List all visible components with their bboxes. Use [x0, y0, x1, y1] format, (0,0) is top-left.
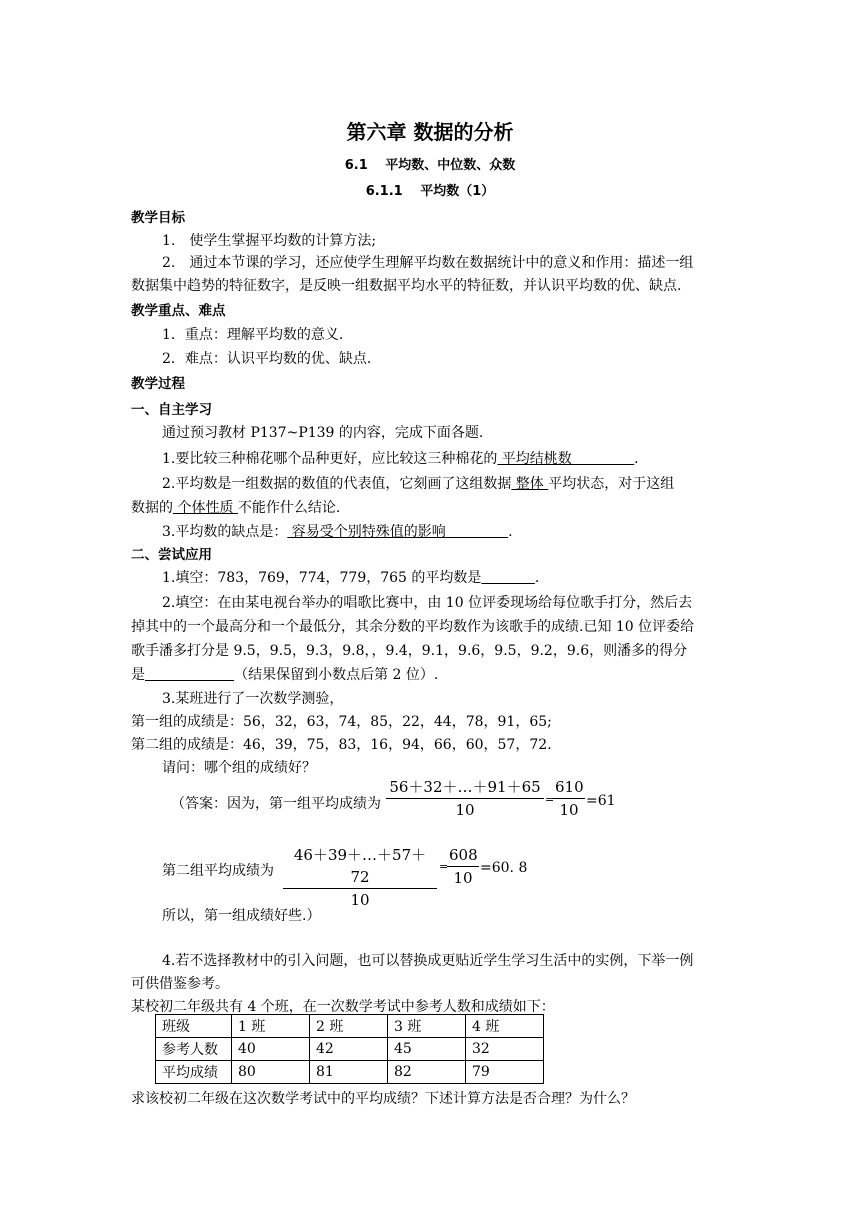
- task-1-blank: [481, 570, 534, 586]
- task-2-line-4-text: 是: [131, 667, 145, 683]
- answer-2-text: 第二组平均成绩为: [162, 863, 274, 879]
- task-3-group-1: 第一组的成绩是：56，32，63，74，85，22，44，78，91，65;: [131, 714, 552, 730]
- question-2-mid: 平均状态，对于这组: [548, 476, 675, 492]
- table-cell: 1 班: [232, 1015, 310, 1038]
- question-1-end: .: [634, 451, 639, 467]
- table-cell: 80: [232, 1061, 310, 1084]
- table-cell: 平均成绩: [156, 1061, 232, 1084]
- table-cell: 81: [310, 1061, 388, 1084]
- answer-1-numerator: 56＋32＋…＋91＋65: [386, 776, 544, 799]
- goal-1: 1. 使学生掌握平均数的计算方法;: [162, 233, 377, 249]
- table-cell: 40: [232, 1038, 310, 1061]
- answer-2-denominator-2: 10: [453, 869, 473, 887]
- answer-1-result: =61: [586, 793, 616, 809]
- answer-1-equals: =: [545, 793, 555, 806]
- table-cell: 3 班: [388, 1015, 466, 1038]
- question-2-end: 不能作什么结论.: [237, 500, 341, 516]
- section-title: 6.1 平均数、中位数、众数: [344, 158, 516, 173]
- key-point-1: 1．重点：理解平均数的意义.: [162, 327, 344, 343]
- answer-2-numerator-2: 608: [447, 844, 479, 867]
- question-3-text: 3.平均数的缺点是：: [162, 524, 288, 540]
- key-point-2: 2．难点：认识平均数的优、缺点.: [162, 351, 372, 367]
- table-cell: 79: [466, 1061, 544, 1084]
- task-4-line-3: 某校初二年级共有 4 个班，在一次数学考试中参考人数和成绩如下：: [131, 999, 555, 1015]
- task-2-end: （结果保留到小数点后第 2 位）.: [234, 667, 439, 683]
- task-2-blank: [145, 667, 234, 683]
- conclusion: 所以，第一组成绩好些.）: [162, 908, 321, 924]
- task-1-end: .: [534, 570, 540, 586]
- table-row: [156, 1061, 544, 1084]
- question-1-text: 1.要比较三种棉花哪个品种更好，应比较这三种棉花的: [162, 451, 498, 467]
- table-cell: 45: [388, 1038, 466, 1061]
- table-row: [156, 1015, 544, 1038]
- answer-1-fraction-2: [553, 776, 585, 821]
- answer-2-fraction: [283, 844, 437, 911]
- answer-2-numerator: 46＋39＋…＋57＋72: [283, 844, 437, 889]
- part-1-heading: 一、自主学习: [131, 402, 212, 418]
- task-2-line-3: 歌手潘多打分是 9.5，9.5，9.3，9.8，，9.4，9.1，9.6，9.5，9.2，9.6，则潘多的得分: [131, 643, 688, 659]
- goal-2-line-2: 数据集中趋势的特征数字，是反映一组数据平均水平的特征数，并认识平均数的优、缺点.: [131, 278, 682, 294]
- task-2-line-2: 掉其中的一个最高分和一个最低分，其余分数的平均数作为该歌手的成绩.已知 10 位评委给: [131, 619, 695, 635]
- answer-2-result: =60. 8: [480, 860, 528, 876]
- key-points-heading: 教学重点、难点: [131, 303, 226, 319]
- question-2-line-1: [162, 473, 674, 493]
- answer-1-denominator-2: 10: [559, 801, 579, 819]
- task-3-group-2: 第二组的成绩是：46，39，75，83，16，94，66，60，57，72.: [131, 737, 552, 753]
- goals-heading: 教学目标: [131, 210, 185, 226]
- table-cell: 班级: [156, 1015, 232, 1038]
- task-2-line-1: 2.填空：在由某电视台举办的唱歌比赛中，由 10 位评委现场给每位歌手打分，然后去: [162, 595, 693, 611]
- table-cell: 2 班: [310, 1015, 388, 1038]
- question-2-answer-2: 个体性质: [173, 500, 238, 516]
- question-2-line-2: [131, 497, 340, 517]
- task-4-line-2: 可供借鉴参考。: [131, 976, 229, 992]
- table-cell: 4 班: [466, 1015, 544, 1038]
- question-2-text: 2.平均数是一组数据的数值的代表值，它刻画了这组数据: [162, 476, 512, 492]
- question-3-answer: 容易受个别特殊值的影响: [287, 524, 446, 540]
- process-heading: 教学过程: [131, 376, 185, 392]
- subsection-title: 6.1.1 平均数（1）: [365, 184, 495, 199]
- table-cell: 42: [310, 1038, 388, 1061]
- goal-2-line-1: 2. 通过本节课的学习，还应使学生理解平均数在数据统计中的意义和作用：描述一组: [162, 255, 694, 271]
- blank: [446, 524, 508, 540]
- answer-1-numerator-2: 610: [553, 776, 585, 799]
- task-4-line-1: 4.若不选择教材中的引入问题，也可以替换成更贴近学生学习生活中的实例，下举一例: [162, 953, 694, 969]
- task-2-line-4: [131, 664, 438, 684]
- answer-2-fraction-2: [447, 844, 479, 889]
- preview-instruction: 通过预习教材 P137~P139 的内容，完成下面各题.: [162, 425, 484, 441]
- blank: [572, 451, 634, 467]
- question-2-answer-1: 整体: [511, 476, 549, 492]
- task-3: 3.某班进行了一次数学测验，: [162, 691, 344, 707]
- answer-1-fraction: [386, 776, 544, 821]
- answer-1-text: （答案：因为，第一组平均成绩为: [171, 796, 381, 812]
- part-2-heading: 二、尝试应用: [131, 547, 212, 563]
- table-cell: 参考人数: [156, 1038, 232, 1061]
- chapter-title: 第六章 数据的分析: [346, 120, 514, 144]
- grades-table: [155, 1014, 544, 1084]
- answer-1-denominator: 10: [455, 801, 475, 819]
- task-3-question: 请问：哪个组的成绩好？: [162, 760, 316, 776]
- question-3-end: .: [508, 524, 513, 540]
- table-cell: 82: [388, 1061, 466, 1084]
- table-cell: 32: [466, 1038, 544, 1061]
- answer-2-equals: =: [439, 860, 449, 873]
- table-row: [156, 1038, 544, 1061]
- final-question: 求该校初二年级在这次数学考试中的平均成绩？下述计算方法是否合理？为什么？: [131, 1091, 635, 1107]
- question-2-line-2-text: 数据的: [131, 500, 173, 516]
- answer-2-denominator: 10: [350, 891, 370, 909]
- task-1: [162, 567, 539, 587]
- question-1-answer: 平均结桃数: [497, 451, 572, 467]
- question-3: [162, 521, 513, 541]
- task-1-text: 1.填空：783，769，774，779，765 的平均数是: [162, 570, 482, 586]
- question-1: [162, 448, 639, 468]
